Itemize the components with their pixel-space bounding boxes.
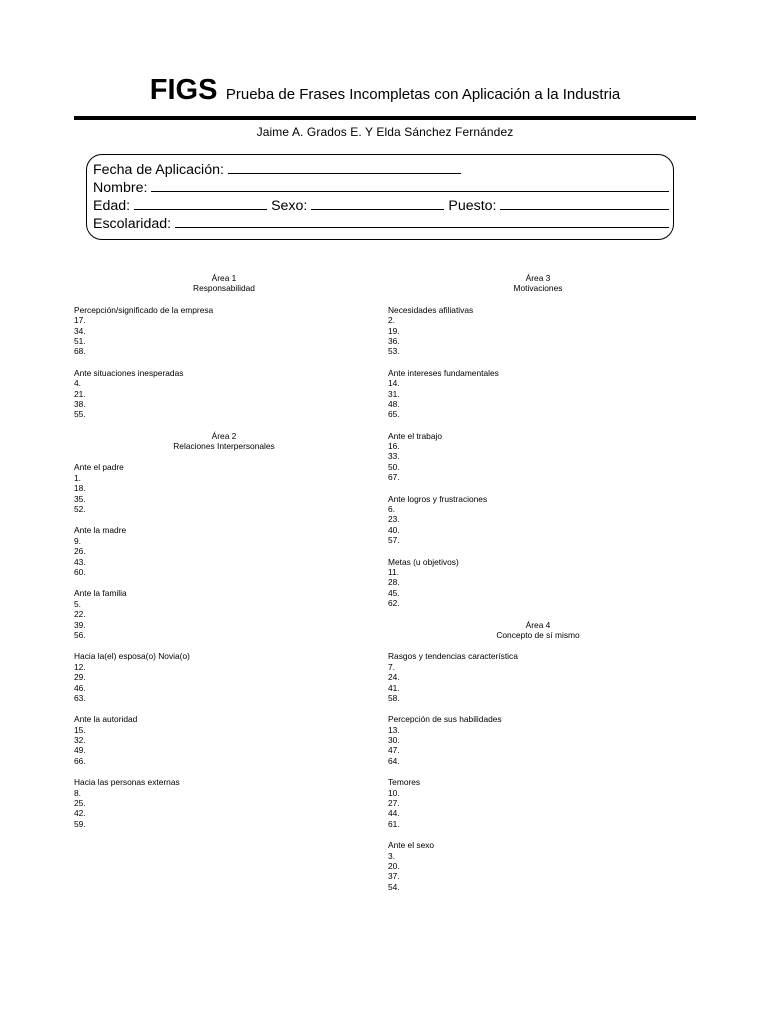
section-title: Necesidades afiliativas (388, 304, 474, 315)
section-title: Ante intereses fundamentales (388, 367, 499, 378)
item-number: 19. (388, 325, 400, 336)
area-number: Área 4 (525, 619, 551, 630)
item-number: 20. (388, 860, 400, 871)
item-number: 4. (74, 378, 81, 389)
item-number: 46. (74, 682, 86, 693)
item-number: 9. (74, 535, 81, 546)
item-number: 27. (388, 798, 400, 809)
section-title: Ante situaciones inesperadas (74, 367, 184, 378)
left-column (74, 273, 374, 840)
item-number: 42. (74, 808, 86, 819)
item-number: 15. (74, 724, 86, 735)
item-number: 44. (388, 808, 400, 819)
nombre-field[interactable] (151, 178, 669, 192)
puesto-label: Puesto: (448, 198, 497, 214)
item-number: 55. (74, 409, 86, 420)
fecha-label: Fecha de Aplicación: (93, 162, 224, 178)
item-number: 7. (388, 661, 395, 672)
item-number: 35. (74, 493, 86, 504)
area-name: Concepto de sí mismo (496, 629, 580, 640)
item-number: 24. (388, 672, 400, 683)
item-number: 16. (388, 441, 400, 452)
sexo-field[interactable] (311, 196, 444, 210)
section-ante-la-familia (74, 588, 374, 640)
section-ante-el-padre (74, 462, 374, 514)
item-number: 22. (74, 609, 86, 620)
header-rule (74, 116, 696, 120)
item-number: 62. (388, 598, 400, 609)
item-number: 60. (74, 566, 86, 577)
area-number: Área 3 (525, 273, 551, 283)
item-number: 32. (74, 735, 86, 746)
section-rasgos-y-tendencias-caracteristica (388, 651, 688, 703)
edad-field[interactable] (134, 196, 267, 210)
section-title: Hacia las personas externas (74, 777, 180, 788)
section-title: Rasgos y tendencias característica (388, 651, 518, 662)
item-number: 30. (388, 735, 400, 746)
item-number: 49. (74, 745, 86, 756)
item-number: 57. (388, 535, 400, 546)
item-number: 34. (74, 325, 86, 336)
item-number: 40. (388, 524, 400, 535)
item-number: 1. (74, 472, 81, 483)
section-metas-u-objetivos (388, 557, 688, 609)
section-title: Temores (388, 777, 421, 788)
escolaridad-label: Escolaridad: (93, 216, 172, 232)
section-necesidades-afiliativas (388, 305, 688, 357)
item-number: 64. (388, 755, 400, 766)
item-number: 6. (388, 504, 395, 515)
item-number: 54. (388, 881, 400, 892)
item-number: 45. (388, 587, 400, 598)
item-number: 21. (74, 388, 86, 399)
form-row-edad-sexo-puesto (93, 196, 669, 214)
item-number: 59. (74, 818, 86, 829)
item-number: 28. (388, 577, 400, 588)
section-title: Ante la madre (74, 525, 127, 536)
item-number: 65. (388, 409, 400, 420)
section-ante-situaciones-inesperadas (74, 368, 374, 420)
area-name: Responsabilidad (193, 283, 255, 294)
item-number: 56. (74, 629, 86, 640)
fecha-field[interactable] (228, 160, 461, 174)
section-ante-el-sexo (388, 840, 688, 892)
form-row-nombre (93, 178, 669, 196)
area-block-area-1 (74, 273, 374, 420)
item-number: 53. (388, 346, 400, 357)
section-hacia-las-personas-externas (74, 777, 374, 829)
item-number: 14. (388, 378, 400, 389)
section-title: Hacia la(el) esposa(o) Novia(o) (74, 651, 190, 662)
item-number: 38. (74, 398, 86, 409)
escolaridad-field[interactable] (175, 214, 669, 228)
sexo-label: Sexo: (271, 198, 308, 214)
item-number: 29. (74, 672, 86, 683)
item-number: 47. (388, 745, 400, 756)
item-number: 11. (388, 566, 400, 577)
item-number: 10. (388, 787, 400, 798)
document-title: FIGS (149, 74, 218, 106)
item-number: 23. (388, 514, 400, 525)
section-temores (388, 777, 688, 829)
item-number: 43. (74, 556, 86, 567)
form-row-escolaridad (93, 214, 669, 232)
document-header (74, 74, 696, 107)
item-number: 8. (74, 787, 81, 798)
area-name: Relaciones Interpersonales (173, 441, 275, 452)
section-ante-la-madre (74, 525, 374, 577)
item-number: 17. (74, 315, 86, 326)
item-number: 31. (388, 388, 400, 399)
document-subtitle: Prueba de Frases Incompletas con Aplicación a la Industria (225, 86, 621, 103)
area-block-area-3 (388, 273, 688, 609)
item-number: 18. (74, 483, 86, 494)
item-number: 58. (388, 692, 400, 703)
area-number: Área 2 (211, 430, 237, 441)
section-title: Ante el padre (74, 462, 124, 473)
item-number: 25. (74, 798, 86, 809)
item-number: 26. (74, 546, 86, 557)
item-number: 39. (74, 619, 86, 630)
area-block-area-2 (74, 431, 374, 830)
item-number: 50. (388, 461, 400, 472)
item-number: 61. (388, 818, 400, 829)
section-ante-intereses-fundamentales (388, 368, 688, 420)
section-ante-la-autoridad (74, 714, 374, 766)
area-name: Motivaciones (513, 283, 563, 294)
item-number: 41. (388, 682, 400, 693)
section-title: Ante el trabajo (388, 430, 443, 441)
section-title: Ante la autoridad (74, 714, 138, 725)
area-heading (388, 620, 688, 641)
section-title: Ante logros y frustraciones (388, 493, 488, 504)
section-ante-el-trabajo (388, 431, 688, 483)
area-heading (74, 273, 374, 294)
area-number: Área 1 (211, 273, 237, 283)
area-block-area-4 (388, 620, 688, 893)
nombre-label: Nombre: (93, 180, 148, 196)
item-number: 13. (388, 724, 400, 735)
item-number: 52. (74, 504, 86, 515)
item-number: 2. (388, 315, 395, 326)
authors-line: Jaime A. Grados E. Y Elda Sánchez Fernández (256, 125, 514, 139)
item-number: 3. (388, 850, 395, 861)
item-number: 67. (388, 472, 400, 483)
item-number: 63. (74, 692, 86, 703)
form-row-fecha (93, 160, 669, 178)
section-hacia-la-el-esposa-o-novia-o (74, 651, 374, 703)
right-column (388, 273, 688, 903)
item-number: 48. (388, 398, 400, 409)
item-number: 66. (74, 755, 86, 766)
item-number: 5. (74, 598, 81, 609)
area-heading (74, 431, 374, 452)
item-number: 36. (388, 335, 400, 346)
area-heading (388, 273, 688, 294)
edad-label: Edad: (93, 198, 131, 214)
section-percepcion-significado-de-la-empresa (74, 305, 374, 357)
item-number: 12. (74, 661, 86, 672)
item-number: 68. (74, 346, 86, 357)
item-number: 33. (388, 451, 400, 462)
section-title: Percepción/significado de la empresa (74, 304, 214, 315)
puesto-field[interactable] (500, 196, 669, 210)
section-ante-logros-y-frustraciones (388, 494, 688, 546)
item-number: 37. (388, 871, 400, 882)
section-title: Ante el sexo (388, 840, 435, 851)
section-percepcion-de-sus-habilidades (388, 714, 688, 766)
section-title: Ante la familia (74, 588, 127, 599)
section-title: Percepción de sus habilidades (388, 714, 502, 725)
item-number: 51. (74, 335, 86, 346)
section-title: Metas (u objetivos) (388, 556, 459, 567)
applicant-form (86, 154, 674, 240)
